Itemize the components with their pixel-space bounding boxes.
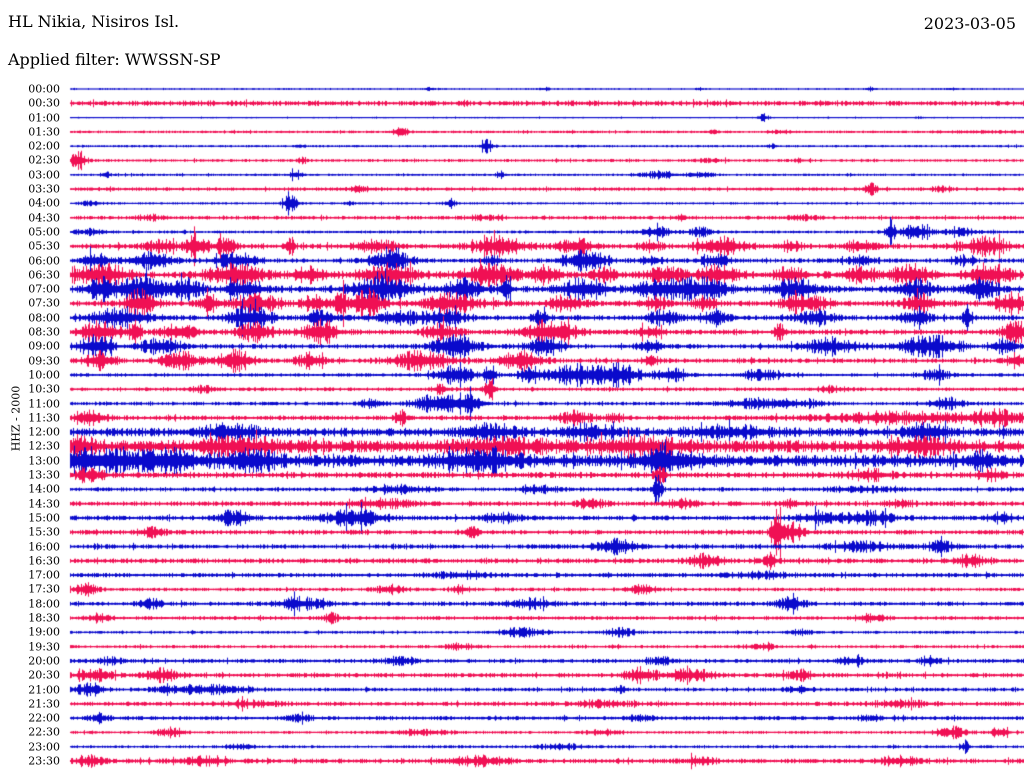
time-label: 08:00 (28, 311, 60, 325)
time-label: 18:00 (28, 597, 60, 611)
time-label: 23:00 (28, 740, 60, 754)
time-label: 10:30 (28, 382, 60, 396)
time-label: 09:30 (28, 354, 60, 368)
time-label: 15:00 (28, 511, 60, 525)
channel-scale-label: HHZ - 2000 (9, 385, 23, 452)
time-label: 19:00 (28, 625, 60, 639)
time-label: 12:30 (28, 439, 60, 453)
time-label: 03:30 (28, 182, 60, 196)
time-label: 01:30 (28, 125, 60, 139)
time-label: 17:30 (28, 582, 60, 596)
time-label: 20:00 (28, 654, 60, 668)
time-label: 13:30 (28, 468, 60, 482)
time-label: 17:00 (28, 568, 60, 582)
time-label: 21:00 (28, 683, 60, 697)
time-label: 07:30 (28, 296, 60, 310)
filter-label: Applied filter: WWSSN-SP (8, 50, 221, 69)
station-title: HL Nikia, Nisiros Isl. (8, 12, 180, 31)
time-label: 15:30 (28, 525, 60, 539)
time-label: 06:30 (28, 268, 60, 282)
time-label: 08:30 (28, 325, 60, 339)
time-label: 18:30 (28, 611, 60, 625)
time-label: 04:30 (28, 211, 60, 225)
time-label: 23:30 (28, 754, 60, 768)
time-label: 07:00 (28, 282, 60, 296)
time-label: 14:00 (28, 482, 60, 496)
time-label: 09:00 (28, 339, 60, 353)
time-label: 16:00 (28, 540, 60, 554)
time-label: 00:00 (28, 82, 60, 96)
time-label: 14:30 (28, 497, 60, 511)
time-label: 06:00 (28, 254, 60, 268)
time-label: 03:00 (28, 168, 60, 182)
time-label: 05:00 (28, 225, 60, 239)
time-label: 05:30 (28, 239, 60, 253)
time-label: 10:00 (28, 368, 60, 382)
time-label: 19:30 (28, 640, 60, 654)
time-label: 21:30 (28, 697, 60, 711)
date-label: 2023-03-05 (923, 14, 1016, 33)
time-label: 11:00 (28, 397, 60, 411)
time-label: 20:30 (28, 668, 60, 682)
time-label: 04:00 (28, 196, 60, 210)
time-label: 22:00 (28, 711, 60, 725)
time-label: 02:00 (28, 139, 60, 153)
time-label: 11:30 (28, 411, 60, 425)
time-label: 02:30 (28, 153, 60, 167)
time-label: 22:30 (28, 725, 60, 739)
time-label: 00:30 (28, 96, 60, 110)
time-label: 16:30 (28, 554, 60, 568)
time-label: 12:00 (28, 425, 60, 439)
time-label: 01:00 (28, 111, 60, 125)
time-label: 13:00 (28, 454, 60, 468)
